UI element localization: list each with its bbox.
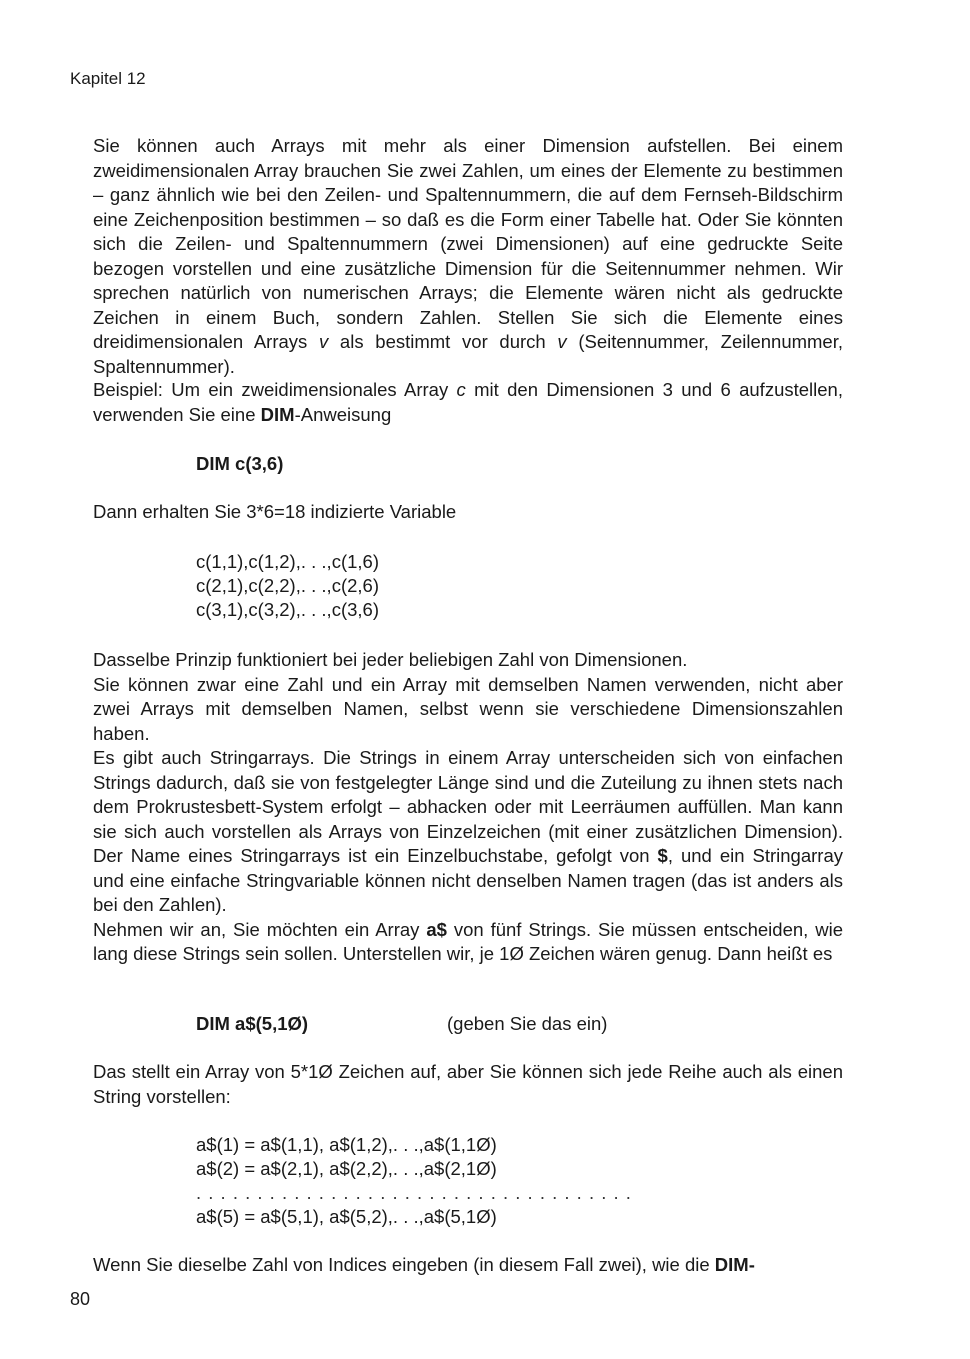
paragraph-rows-as-strings: Das stellt ein Array von 5*1Ø Zeichen auf, aber Sie können sich jede Reihe auch als einen String vorstellen:: [93, 1061, 843, 1107]
code-note: (geben Sie das ein): [447, 1013, 608, 1034]
list-item: c(2,1),c(2,2),. . .,c(2,6): [196, 575, 379, 596]
text-block-example: [93, 378, 843, 427]
list-a-strings: [196, 1133, 632, 1229]
list-item: c(3,1),c(3,2),. . .,c(3,6): [196, 599, 379, 620]
text-block-intro: [93, 134, 843, 379]
paragraph-indices: Wenn Sie dieselbe Zahl von Indices eingeben (in diesem Fall zwei), wie die DIM-: [93, 1254, 755, 1275]
list-item: c(1,1),c(1,2),. . .,c(1,6): [196, 551, 379, 572]
paragraph-arrays-dimensions: Sie können auch Arrays mit mehr als einer Dimension aufstellen. Bei einem zweidimensionalen Array brauchen Sie zwei Zahlen, um eines der Elemente zu bestimmen – ganz ähnlich wie bei den Zeilen- und Spaltennummern, die auf dem Fernseh-Bildschirm eine Zeichenposition bestimmen – so daß es die Form einer Tabelle hat. Oder Sie könnten sich die Zeilen- und Spaltennummern (zwei Dimensionen) auf eine gedruckte Seite bezogen vorstellen und eine zusätzliche Dimension für die Seitennummer nehmen. Wir sprechen natürlich von numerischen Arrays; die Elemente wären nicht als gedruckte Zeichen in einem Buch, sondern Zahlen. Stellen Sie sich die Elemente eines dreidimensionalen Arrays v als bestimmt vor durch v (Seitennummer, Zeilennummer, Spaltennummer).: [93, 135, 843, 377]
list-item: a$(5) = a$(5,1), a$(5,2),. . .,a$(5,1Ø): [196, 1206, 497, 1227]
paragraph-indexed-variables: Dann erhalten Sie 3*6=18 indizierte Variable: [93, 501, 457, 522]
paragraph-string-arrays: Es gibt auch Stringarrays. Die Strings in einem Array unterscheiden sich von einfachen Strings dadurch, daß sie von festgelegter Länge sind und die Zuteilung zu ihnen stets nach dem Prokrustesbett-System erfolgt – abhacken oder mit Leerräumen auffüllen. Man kann sie sich auch vorstellen als Arrays von Einzelzeichen (mit einer zusätzlichen Dimension). Der Name eines Stringarrays ist ein Einzelbuchstabe, gefolgt von $, und ein Stringarray und eine einfache Stringvariable können nicht denselben Namen tragen (das ist anders als bei den Zahlen).: [93, 747, 843, 915]
page-number: 80: [70, 1289, 91, 1309]
paragraph-example: Beispiel: Um ein zweidimensionales Array c mit den Dimensionen 3 und 6 aufzustellen, verwenden Sie eine DIM-Anweisung: [93, 379, 843, 425]
paragraph-five-strings: Nehmen wir an, Sie möchten ein Array a$ von fünf Strings. Sie müssen entscheiden, wie lang diese Strings sein sollen. Unterstellen wir, je 1Ø Zeichen wären genug. Dann heißt es: [93, 918, 843, 964]
paragraph-same-principle: Dasselbe Prinzip funktioniert bei jeder beliebigen Zahl von Dimensionen.: [93, 649, 688, 670]
code-dim-c: DIM c(3,6): [196, 453, 284, 474]
list-ellipsis-row: . . . . . . . . . . . . . . . . . . . . . . . . . . . . . . . . . . . .: [196, 1182, 632, 1203]
text-block-rows: [93, 1060, 843, 1109]
list-item: a$(1) = a$(1,1), a$(1,2),. . .,a$(1,1Ø): [196, 1134, 497, 1155]
list-c-variables: [196, 550, 379, 622]
list-item: a$(2) = a$(2,1), a$(2,2),. . .,a$(2,1Ø): [196, 1158, 497, 1179]
paragraph-same-names: Sie können zwar eine Zahl und ein Array mit demselben Namen verwenden, nicht aber zwei Arrays mit demselben Namen, selbst wenn sie verschiedene Dimensionszahlen haben.: [93, 673, 843, 744]
chapter-header: Kapitel 12: [70, 69, 146, 88]
text-block-string-arrays: [93, 648, 843, 967]
code-dim-a: DIM a$(5,1Ø): [196, 1013, 309, 1034]
